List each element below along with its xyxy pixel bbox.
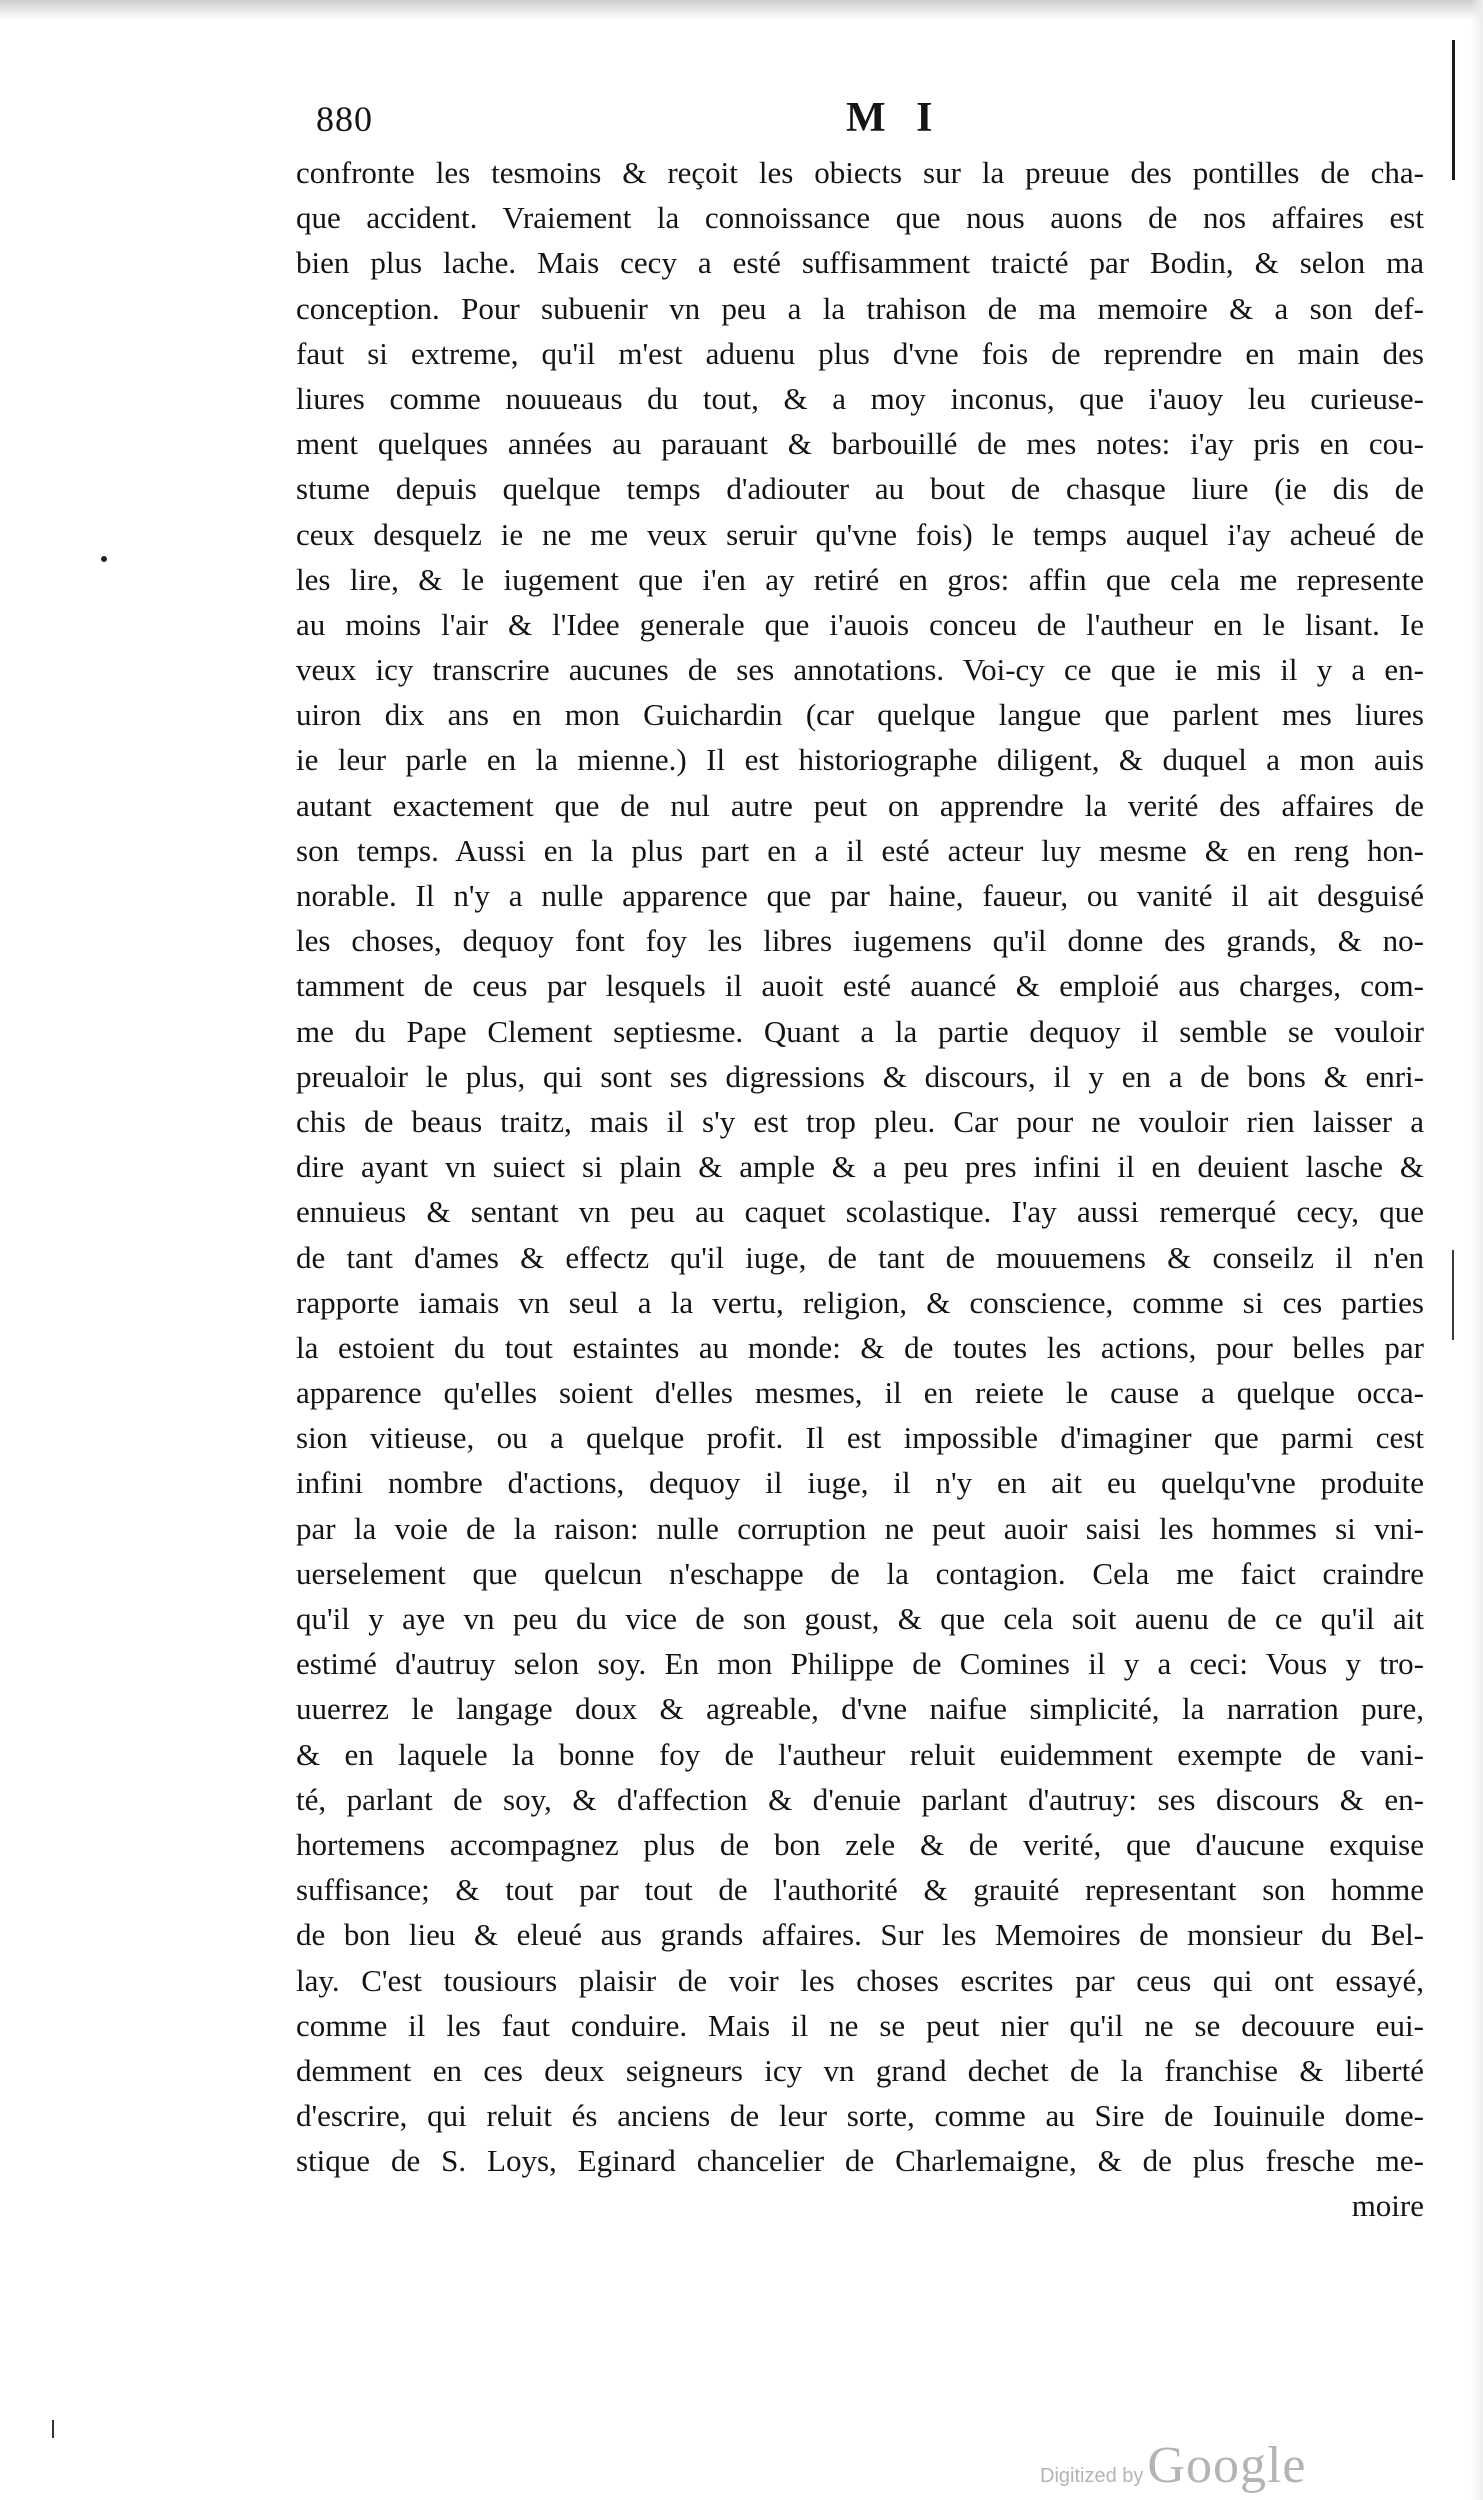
text-line: stume depuis quelque temps d'adiouter au bout de chasque liure (ie dis de	[296, 471, 1424, 507]
text-line: que accident. Vraiement la connoissance que nous auons de nos affaires est	[296, 200, 1424, 236]
text-line: veux icy transcrire aucunes de ses annotations. Voi-cy ce que ie mis il y a en-	[296, 652, 1424, 688]
text-line: & en laquele la bonne foy de l'autheur reluit euidemment exempte de vani-	[296, 1736, 1424, 1772]
scan-shadow-right	[1470, 0, 1483, 2500]
text-line: son temps. Aussi en la plus part en a il esté acteur luy mesme & en reng hon-	[296, 832, 1424, 868]
text-line: par la voie de la raison: nulle corruption ne peut auoir saisi les hommes si vni-	[296, 1510, 1424, 1546]
text-line: moire	[1351, 2188, 1424, 2224]
text-line: comme il les faut conduire. Mais il ne se peut nier qu'il ne se decouure eui-	[296, 2007, 1424, 2043]
text-line: me du Pape Clement septiesme. Quant a la partie dequoy il semble se vouloir	[296, 1013, 1424, 1049]
text-line: qu'il y aye vn peu du vice de son goust, & que cela soit auenu de ce qu'il ait	[296, 1601, 1424, 1636]
running-head: M I	[846, 95, 943, 141]
text-line: de bon lieu & eleué aus grands affaires. Sur les Memoires de monsieur du Bel-	[296, 1917, 1424, 1953]
margin-dot	[101, 556, 107, 562]
scan-edge-mark-lower	[1452, 1250, 1454, 1340]
text-line: hortemens accompagnez plus de bon zele & de verité, que d'aucune exquise	[296, 1826, 1424, 1862]
text-line: liures comme nouueaus du tout, & a moy inconus, que i'auoy leu curieuse-	[296, 380, 1424, 416]
text-line: apparence qu'elles soient d'elles mesmes, il en reiete le cause a quelque occa-	[296, 1375, 1424, 1411]
text-line: uiron dix ans en mon Guichardin (car quelque langue que parlent mes liures	[296, 697, 1424, 733]
text-line: suffisance; & tout par tout de l'authorité & grauité representant son homme	[296, 1872, 1424, 1908]
text-line: ment quelques années au parauant & barbouillé de mes notes: i'ay pris en cou-	[296, 426, 1424, 462]
text-line: norable. Il n'y a nulle apparence que par haine, faueur, ou vanité il ait desguisé	[296, 878, 1424, 913]
text-line: d'escrire, qui reluit és anciens de leur sorte, comme au Sire de Iouinuile dome-	[296, 2098, 1424, 2134]
text-line: lay. C'est tousiours plaisir de voir les choses escrites par ceus qui ont essayé,	[296, 1962, 1424, 1998]
text-line: bien plus lache. Mais cecy a esté suffisamment traicté par Bodin, & selon ma	[296, 245, 1424, 281]
watermark-prefix: Digitized by	[1040, 2465, 1144, 2487]
text-line: uerselement que quelcun n'eschappe de la contagion. Cela me faict craindre	[296, 1555, 1424, 1591]
text-line: dire ayant vn suiect si plain & ample & a peu pres infini il en deuient lasche &	[296, 1149, 1424, 1185]
watermark-brand: Google	[1147, 2437, 1307, 2494]
text-line: tamment de ceus par lesquels il auoit esté auancé & emploié aus charges, com-	[296, 968, 1424, 1004]
scan-shadow-top	[0, 0, 1483, 20]
text-line: la estoient du tout estaintes au monde: & de toutes les actions, pour belles par	[296, 1329, 1424, 1365]
text-line: uuerrez le langage doux & agreable, d'vne naifue simplicité, la narration pure,	[296, 1691, 1424, 1727]
text-line: sion vitieuse, ou a quelque profit. Il est impossible d'imaginer que parmi cest	[296, 1420, 1424, 1456]
text-line: té, parlant de soy, & d'affection & d'enuie parlant d'autruy: ses discours & en-	[296, 1781, 1424, 1817]
text-line: confronte les tesmoins & reçoit les obiects sur la preuue des pontilles de cha-	[296, 155, 1424, 190]
text-line: conception. Pour subuenir vn peu a la trahison de ma memoire & a son def-	[296, 290, 1424, 326]
text-line: ceux desquelz ie ne me veux seruir qu'vne fois) le temps auquel i'ay acheué de	[296, 516, 1424, 552]
text-line: ie leur parle en la mienne.) Il est historiographe diligent, & duquel a mon auis	[296, 742, 1424, 778]
text-line: de tant d'ames & effectz qu'il iuge, de tant de mouuemens & conseilz il n'en	[296, 1239, 1424, 1275]
page-header	[316, 94, 1420, 148]
text-line: chis de beaus traitz, mais il s'y est trop pleu. Car pour ne vouloir rien laisser a	[296, 1103, 1424, 1139]
text-line: rapporte iamais vn seul a la vertu, religion, & conscience, comme si ces parties	[296, 1284, 1424, 1320]
body-text	[296, 150, 1424, 2229]
scan-edge-mark	[1452, 40, 1455, 180]
text-line: demment en ces deux seigneurs icy vn grand dechet de la franchise & liberté	[296, 2052, 1424, 2088]
text-line: au moins l'air & l'Idee generale que i'auois conceu de l'autheur en le lisant. Ie	[296, 606, 1424, 642]
margin-tick	[52, 2420, 54, 2438]
digitized-watermark	[1040, 2436, 1306, 2495]
text-line: les choses, dequoy font foy les libres iugemens qu'il donne des grands, & no-	[296, 923, 1424, 959]
text-line: preualoir le plus, qui sont ses digressions & discours, il y en a de bons & enri-	[296, 1058, 1424, 1094]
text-line: faut si extreme, qu'il m'est aduenu plus d'vne fois de reprendre en main des	[296, 335, 1424, 371]
text-line: infini nombre d'actions, dequoy il iuge, il n'y en ait eu quelqu'vne produite	[296, 1465, 1424, 1501]
text-line: ennuieus & sentant vn peu au caquet scolastique. I'ay aussi remerqué cecy, que	[296, 1194, 1424, 1230]
text-line: estimé d'autruy selon soy. En mon Philippe de Comines il y a ceci: Vous y tro-	[296, 1646, 1424, 1682]
text-line: autant exactement que de nul autre peut on apprendre la verité des affaires de	[296, 787, 1424, 823]
page-number: 880	[316, 99, 373, 139]
text-line: les lire, & le iugement que i'en ay retiré en gros: affin que cela me represente	[296, 561, 1424, 597]
text-line: stique de S. Loys, Eginard chancelier de Charlemaigne, & de plus fresche me-	[296, 2143, 1424, 2179]
